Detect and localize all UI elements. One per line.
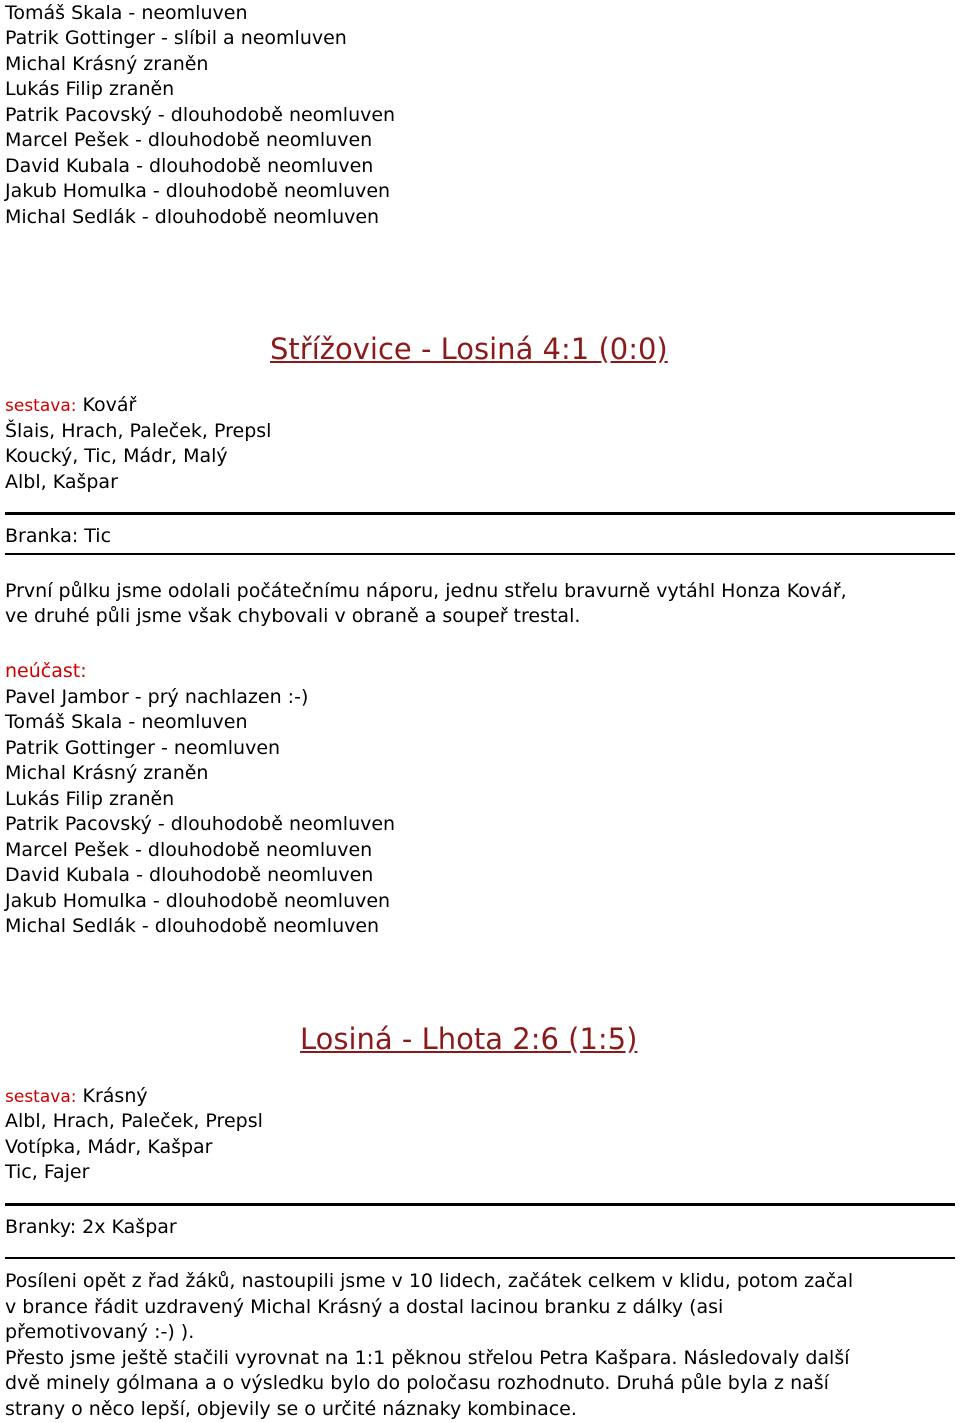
lineup-row: Šlais, Hrach, Paleček, Prepsl [5,420,272,442]
goals-line: Branka: Tic [5,525,112,547]
lineup-label: sestava: [5,396,77,416]
list-item: Michal Krásný zraněn [5,762,209,784]
lineup-label: sestava: [5,1087,77,1107]
divider [5,1257,955,1259]
report-line: První půlku jsme odolali počátečnímu náporu, jednu střelu bravurně vytáhl Honza Kovář, [5,580,847,602]
list-item: Patrik Pacovský - dlouhodobě neomluven [5,813,396,835]
match-2-lineup-gk [5,1084,148,1110]
list-item: Patrik Gottinger - neomluven [5,737,281,759]
report-line: v brance řádit uzdravený Michal Krásný a dostal lacinou branku z dálky (asi [5,1296,724,1318]
match-2-title: Losiná - Lhota 2:6 (1:5) [300,1022,638,1056]
report-line: přemotivovaný :-) ). [5,1321,195,1343]
list-item: David Kubala - dlouhodobě neomluven [5,155,374,177]
lineup-row: Albl, Hrach, Paleček, Prepsl [5,1110,263,1132]
goalkeeper-name: Kovář [82,394,137,416]
report-line: strany o něco lepší, objevily se o určité náznaky kombinace. [5,1398,577,1420]
list-item: Michal Sedlák - dlouhodobě neomluven [5,915,380,937]
divider [5,553,955,555]
lineup-row: Koucký, Tic, Mádr, Malý [5,445,228,467]
list-item: Marcel Pešek - dlouhodobě neomluven [5,839,373,861]
list-item: David Kubala - dlouhodobě neomluven [5,864,374,886]
list-item: Pavel Jambor - prý nachlazen :-) [5,686,309,708]
list-item: Marcel Pešek - dlouhodobě neomluven [5,129,373,151]
list-item: Michal Krásný zraněn [5,53,209,75]
list-item: Patrik Pacovský - dlouhodobě neomluven [5,104,396,126]
report-line: dvě minely gólmana a o výsledku bylo do poločasu rozhodnuto. Druhá půle byla z naší [5,1372,829,1394]
match-1-lineup-gk [5,393,136,419]
list-item: Michal Sedlák - dlouhodobě neomluven [5,206,380,228]
lineup-row: Tic, Fajer [5,1161,90,1183]
divider [5,512,955,515]
lineup-row: Albl, Kašpar [5,471,118,493]
lineup-row: Votípka, Mádr, Kašpar [5,1136,213,1158]
list-item: Lukás Filip zraněn [5,788,175,810]
report-line: ve druhé půli jsme však chybovali v obraně a soupeř trestal. [5,605,581,627]
goals-line: Branky: 2x Kašpar [5,1216,177,1238]
list-item: Tomáš Skala - neomluven [5,711,248,733]
list-item: Jakub Homulka - dlouhodobě neomluven [5,180,391,202]
list-item: Lukás Filip zraněn [5,78,175,100]
report-line: Posíleni opět z řad žáků, nastoupili jsme v 10 lidech, začátek celkem v klidu, potom začal [5,1270,854,1292]
list-item: Jakub Homulka - dlouhodobě neomluven [5,890,391,912]
match-1-title: Střížovice - Losiná 4:1 (0:0) [270,332,668,366]
list-item: Patrik Gottinger - slíbil a neomluven [5,27,347,49]
report-line: Přesto jsme ještě stačili vyrovnat na 1:1 pěknou střelou Petra Kašpara. Následovaly další [5,1347,850,1369]
absence-label: neúčast: [5,660,87,682]
divider [5,1203,955,1206]
list-item: Tomáš Skala - neomluven [5,2,248,24]
goalkeeper-name: Krásný [82,1085,148,1107]
